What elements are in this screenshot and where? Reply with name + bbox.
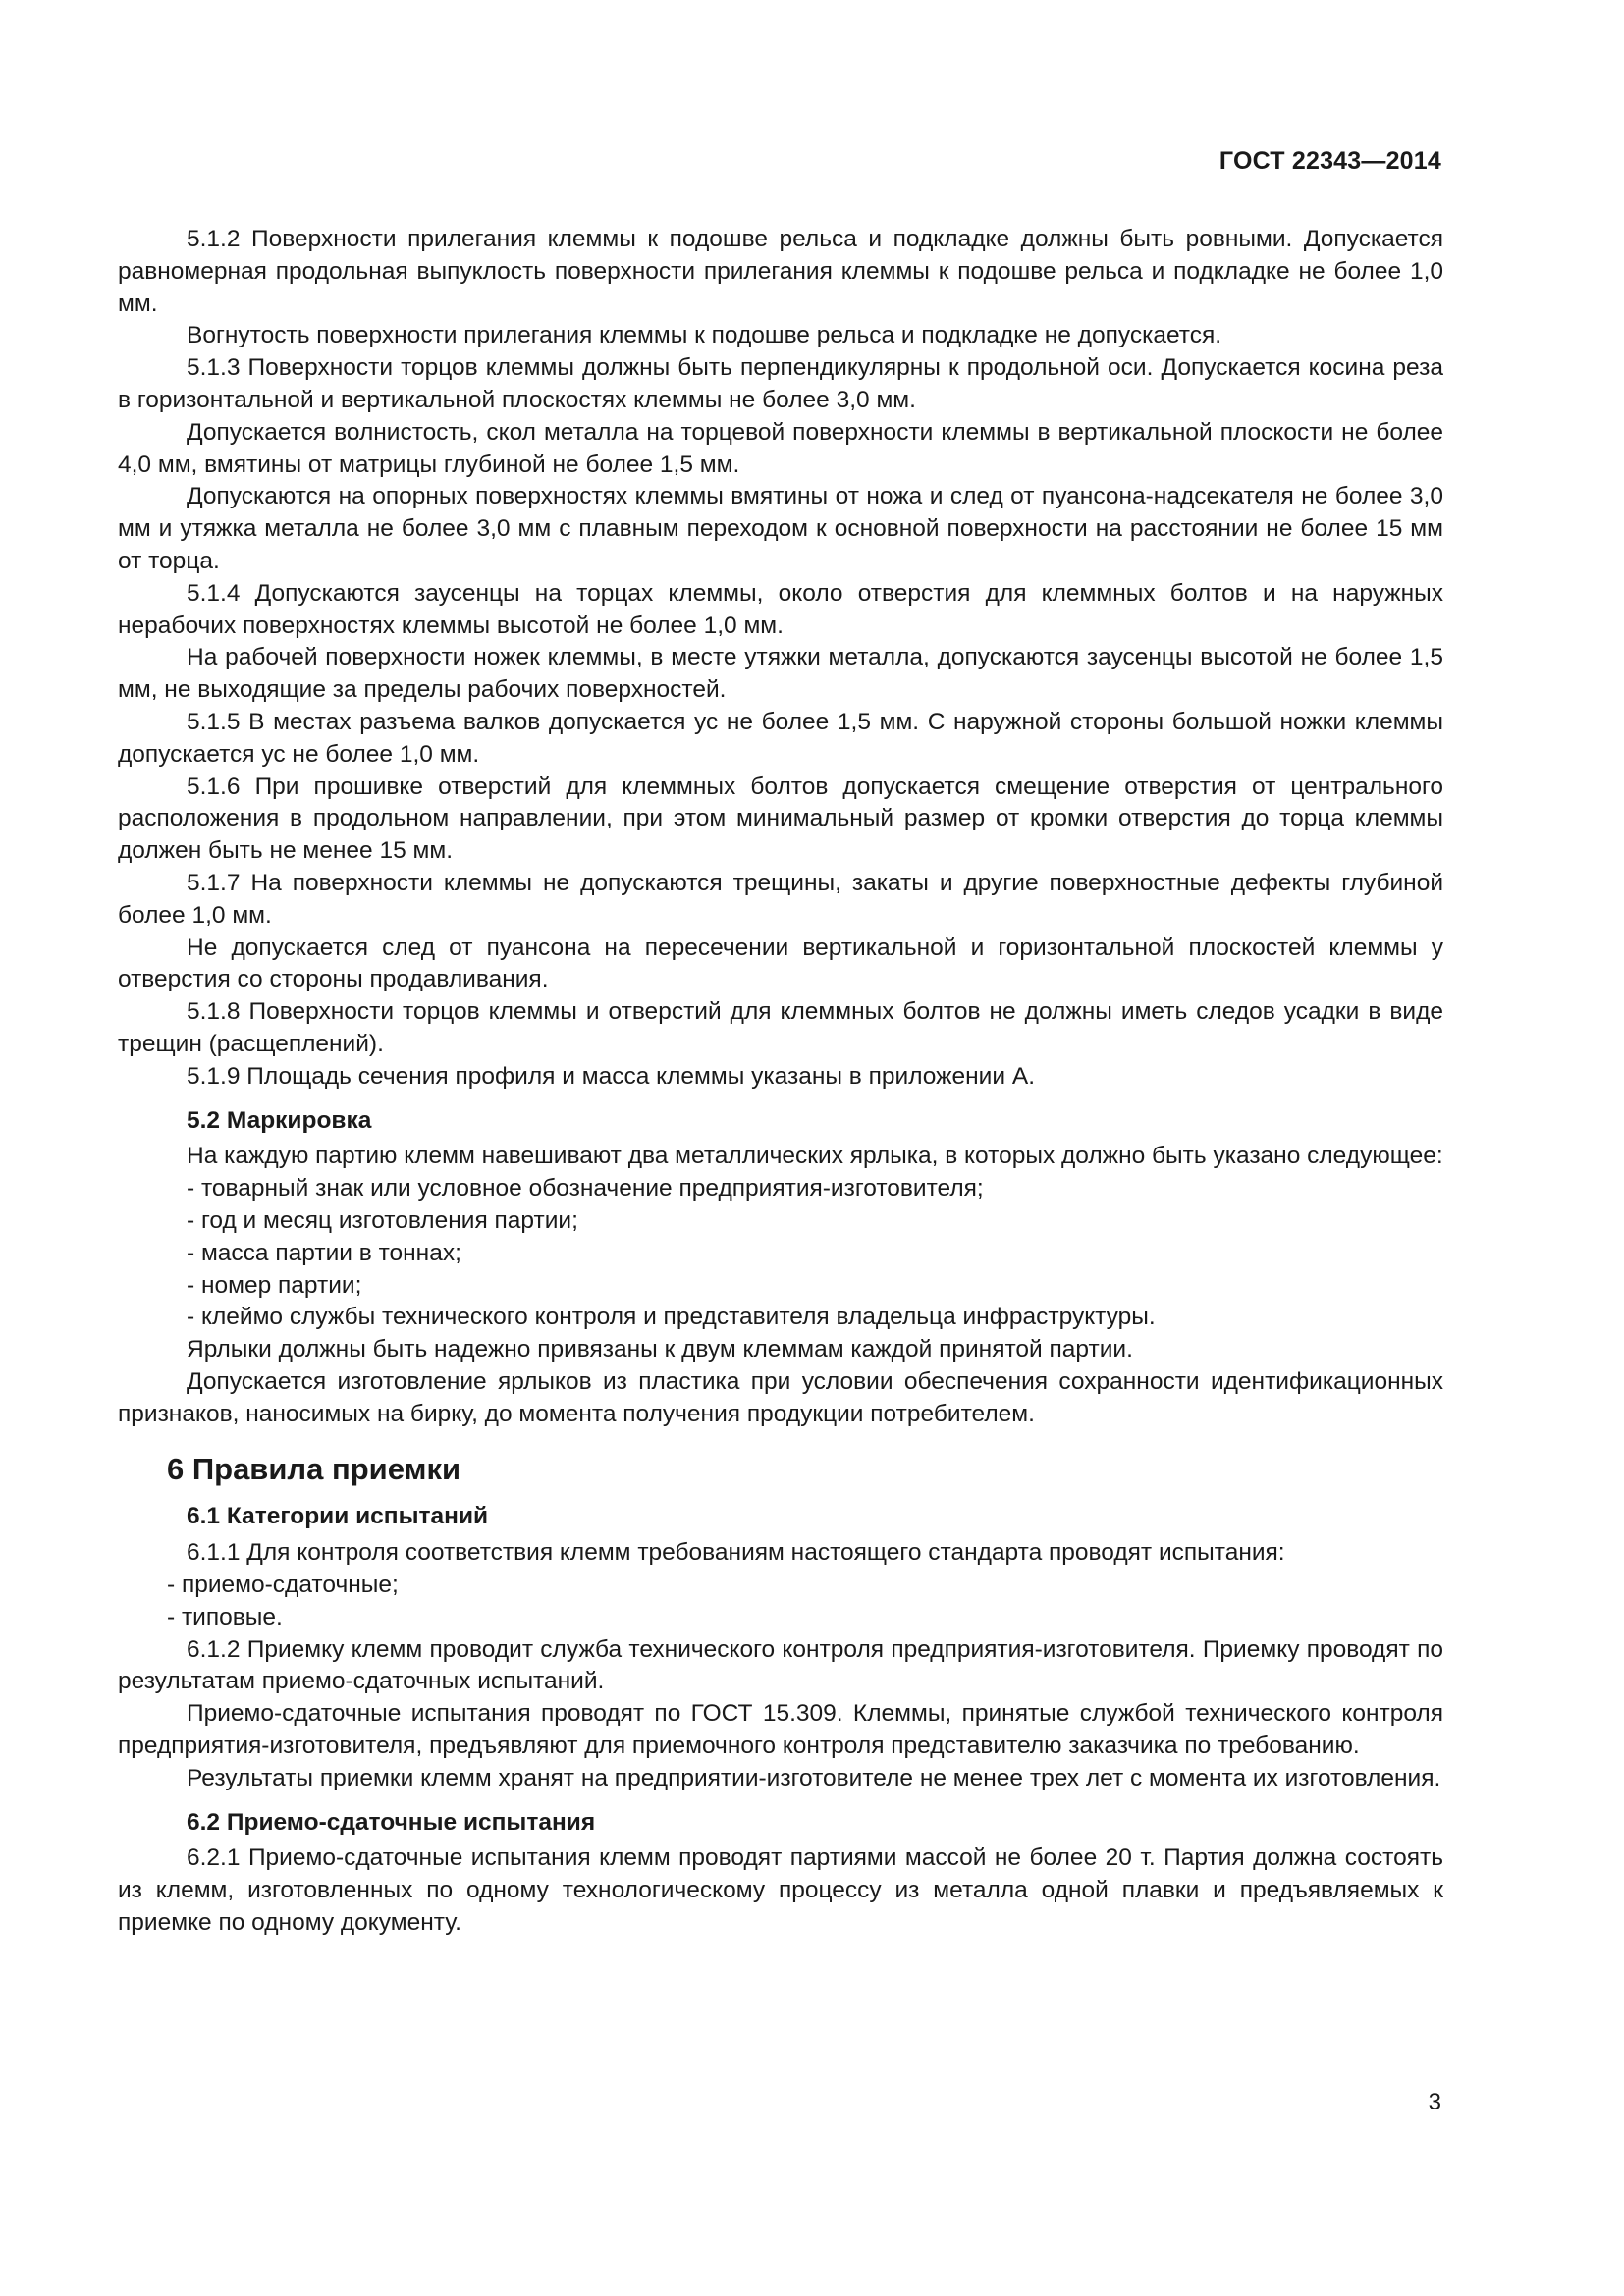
list-item: - приемо-сдаточные; <box>167 1572 399 1599</box>
list-item: - клеймо службы технического контроля и представителя владельца инфраструктуры. <box>187 1304 1156 1331</box>
paragraph-burrs: На рабочей поверхности ножек клеммы, в месте утяжки металла, допускаются заусенцы высотой не более 1,5 мм, не выходящие за пределы рабочих поверхностей. <box>118 644 1443 704</box>
paragraph-waviness: Допускается волнистость, скол металла на торцевой поверхности клеммы в вертикальной плоскости не более 4,0 мм, вмятины от матрицы глубиной не более 1,5 мм. <box>118 418 1443 478</box>
list-item: - масса партии в тоннах; <box>187 1239 461 1266</box>
list-item: - типовые. <box>167 1603 283 1630</box>
paragraph-6-1-2: 6.1.2 Приемку клемм проводит служба технического контроля предприятия-изготовителя. Приемку проводят по результатам приемо-сдаточных испытаний. <box>118 1635 1443 1695</box>
paragraph-5-1-2: 5.1.2 Поверхности прилегания клеммы к подошве рельса и подкладке должны быть ровными. Допускается равномерная продольная выпуклость поверхности прилегания клеммы к подошве рельса и подкладке не более 1,0 мм. <box>118 226 1443 317</box>
paragraph-5-1-7: 5.1.7 На поверхности клеммы не допускаются трещины, закаты и другие поверхностные дефекты глубиной более 1,0 мм. <box>118 869 1443 929</box>
paragraph-results-storage: Результаты приемки клемм хранят на предприятии-изготовителе не менее трех лет с момента их изготовления. <box>187 1764 1441 1791</box>
document-id: ГОСТ 22343—2014 <box>1218 147 1441 175</box>
paragraph-acceptance-tests: Приемо-сдаточные испытания проводят по ГОСТ 15.309. Клеммы, принятые службой технического контроля предприятия-изготовителя, предъявляют для приемочного контроля представителю заказчика по требованию. <box>118 1700 1443 1760</box>
heading-section-6: 6 Правила приемки <box>167 1452 461 1487</box>
paragraph-6-2-1: 6.2.1 Приемо-сдаточные испытания клемм проводят партиями массой не более 20 т. Партия должна состоять из клемм, изготовленных по одному технологическому процессу из металла одной плавки и предъявляемых к приемке по одному документу. <box>118 1844 1443 1937</box>
paragraph-plastic-labels: Допускается изготовление ярлыков из пластика при условии обеспечения сохранности идентификационных признаков, наносимых на бирку, до момента получения продукции потребителем. <box>118 1367 1443 1427</box>
paragraph-5-1-4: 5.1.4 Допускаются заусенцы на торцах клеммы, около отверстия для клеммных болтов и на наружных нерабочих поверхностях клеммы высотой не более 1,0 мм. <box>118 579 1443 639</box>
paragraph-marking-intro: На каждую партию клемм навешивают два металлических ярлыка, в которых должно быть указано следующее: <box>187 1143 1443 1170</box>
page-number: 3 <box>1428 2089 1441 2115</box>
paragraph-labels-attached: Ярлыки должны быть надежно привязаны к двум клеммам каждой принятой партии. <box>187 1336 1133 1363</box>
paragraph-5-1-3: 5.1.3 Поверхности торцов клеммы должны быть перпендикулярны к продольной оси. Допускается косина реза в горизонтальной и вертикальной плоскостях клеммы не более 3,0 мм. <box>118 354 1443 413</box>
heading-6-1: 6.1 Категории испытаний <box>187 1503 489 1530</box>
paragraph-punch-mark: Не допускается след от пуансона на пересечении вертикальной и горизонтальной плоскостей клеммы у отверстия со стороны продавливания. <box>118 934 1443 993</box>
paragraph-concavity: Вогнутость поверхности прилегания клеммы к подошве рельса и подкладке не допускается. <box>187 322 1222 349</box>
paragraph-5-1-6: 5.1.6 При прошивке отверстий для клеммных болтов допускается смещение отверстия от центрального расположения в продольном направлении, при этом минимальный размер от кромки отверстия до торца клеммы должен быть не менее 15 мм. <box>118 773 1443 865</box>
heading-6-2: 6.2 Приемо-сдаточные испытания <box>187 1808 596 1836</box>
list-item: - товарный знак или условное обозначение предприятия-изготовителя; <box>187 1175 984 1202</box>
page-content <box>118 224 1443 1940</box>
test-types-list <box>118 1570 1443 1634</box>
paragraph-5-1-5: 5.1.5 В местах разъема валков допускается ус не более 1,5 мм. С наружной стороны большой ножки клеммы допускается ус не более 1,0 мм. <box>118 708 1443 768</box>
paragraph-5-1-9: 5.1.9 Площадь сечения профиля и масса клеммы указаны в приложении А. <box>187 1062 1035 1090</box>
marking-list <box>118 1173 1443 1334</box>
heading-5-2: 5.2 Маркировка <box>187 1106 372 1134</box>
list-item: - год и месяц изготовления партии; <box>187 1206 578 1234</box>
list-item: - номер партии; <box>187 1271 362 1299</box>
paragraph-6-1-1: 6.1.1 Для контроля соответствия клемм требованиям настоящего стандарта проводят испытания: <box>187 1539 1285 1567</box>
paragraph-5-1-8: 5.1.8 Поверхности торцов клеммы и отверстий для клеммных болтов не должны иметь следов усадки в виде трещин (расщеплений). <box>118 998 1443 1057</box>
paragraph-dents: Допускаются на опорных поверхностях клеммы вмятины от ножа и след от пуансона-надсекателя не более 3,0 мм и утяжка металла не более 3,0 мм с плавным переходом к основной поверхности на расстоянии не более 15 мм от торца. <box>118 483 1443 574</box>
